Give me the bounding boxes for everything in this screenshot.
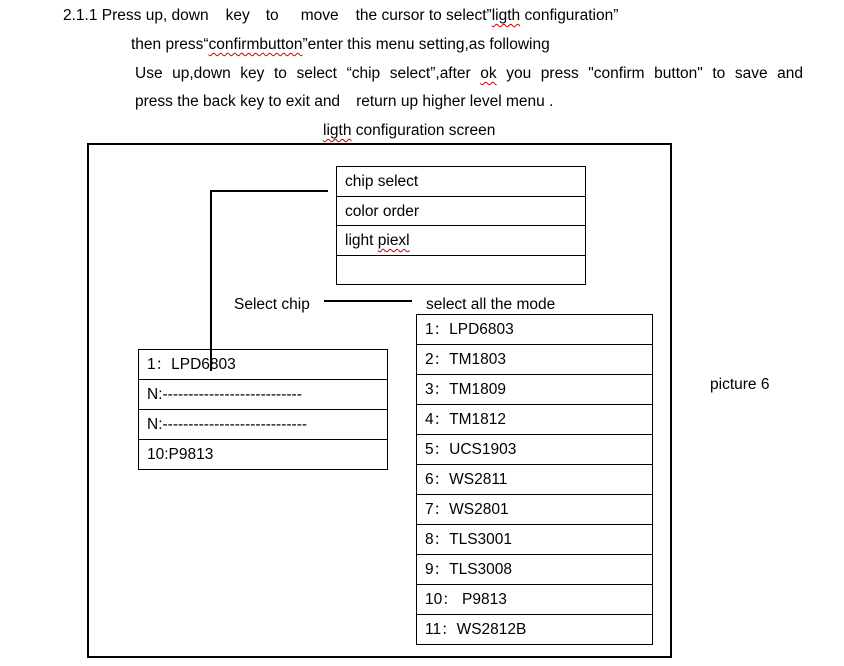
- list-item-label: N:----------------------------: [147, 416, 308, 433]
- connector-vertical: [210, 190, 212, 371]
- list-item[interactable]: [417, 375, 652, 405]
- list-item-label: 10： P9813: [425, 591, 507, 608]
- connector-horizontal-top: [211, 190, 328, 192]
- menu-item-light-piexl[interactable]: [337, 226, 585, 256]
- list-item[interactable]: [417, 405, 652, 435]
- list-item-label: 2：TM1803: [425, 351, 506, 368]
- list-item[interactable]: [417, 585, 652, 615]
- menu-item-color-order[interactable]: [337, 197, 585, 227]
- configuration-menu: [336, 166, 586, 285]
- list-item[interactable]: [139, 350, 387, 380]
- instruction-line-3-end: you press "confirm button" to save and: [496, 65, 803, 82]
- list-item[interactable]: [417, 615, 652, 645]
- menu-item-label: light: [345, 232, 378, 249]
- list-item[interactable]: [417, 555, 652, 585]
- list-item[interactable]: [417, 315, 652, 345]
- list-item[interactable]: [417, 525, 652, 555]
- list-item[interactable]: [139, 410, 387, 440]
- confirmbutton-word: confirmbutton: [208, 36, 303, 53]
- list-item[interactable]: [417, 345, 652, 375]
- list-item[interactable]: [417, 495, 652, 525]
- instruction-line-1: [63, 7, 618, 25]
- menu-item-label: color order: [345, 202, 420, 220]
- screen-title-rest: configuration screen: [351, 122, 496, 139]
- select-chip-label: Select chip: [234, 296, 310, 313]
- menu-item-label: chip select: [345, 173, 419, 190]
- instruction-line-2: [131, 36, 550, 54]
- list-item-label: 8：TLS3001: [425, 531, 513, 548]
- instruction-line-1-end: configuration”: [520, 7, 619, 24]
- key-word: key: [225, 7, 250, 24]
- list-item-label: 5：UCS1903: [425, 441, 517, 458]
- instruction-line-2-start: then press“: [131, 36, 209, 53]
- connector-select-chip: [324, 300, 412, 302]
- screen-title: [323, 122, 495, 140]
- menu-item-empty: [337, 256, 585, 286]
- instruction-line-2-end: ”enter this menu setting,as following: [302, 36, 550, 53]
- picture-label: picture 6: [710, 376, 770, 393]
- instruction-line-1-start: 2.1.1 Press up, down: [63, 7, 209, 24]
- move-word: move: [300, 7, 339, 24]
- screen-title-ligth: ligth: [323, 122, 352, 139]
- list-item-label: 9：TLS3008: [425, 561, 513, 578]
- instruction-line-4-end: return up higher level menu .: [356, 93, 554, 110]
- list-item[interactable]: [139, 440, 387, 470]
- to-word: to: [265, 7, 279, 24]
- instruction-line-4: [135, 93, 553, 111]
- list-item[interactable]: [139, 380, 387, 410]
- list-item-label: 7：WS2801: [425, 501, 509, 518]
- piexl-word: piexl: [377, 232, 410, 249]
- instruction-line-1-rest: the cursor to select”: [355, 7, 492, 24]
- instruction-line-3: [135, 65, 803, 83]
- list-item-label: 1：LPD6803: [147, 356, 236, 373]
- select-all-mode-label: select all the mode: [426, 296, 556, 313]
- list-item-label: 3：TM1809: [425, 381, 506, 398]
- all-modes-list: [416, 314, 653, 645]
- ligth-word: ligth: [491, 7, 521, 24]
- list-item-label: 6：WS2811: [425, 471, 508, 488]
- instruction-line-3-start: Use up,down key to select “chip select”,after: [135, 65, 481, 82]
- ok-word: ok: [480, 65, 497, 82]
- list-item-label: 10:P9813: [147, 446, 214, 463]
- list-item[interactable]: [417, 465, 652, 495]
- instruction-line-4-start: press the back key to exit and: [135, 93, 341, 110]
- list-item-label: 4：TM1812: [425, 411, 506, 428]
- list-item-label: N:---------------------------: [147, 386, 302, 403]
- menu-item-chip-select[interactable]: [337, 167, 585, 197]
- list-item[interactable]: [417, 435, 652, 465]
- list-item-label: 1：LPD6803: [425, 321, 514, 338]
- list-item-label: 11：WS2812B: [425, 621, 527, 638]
- current-chip-list: [138, 349, 388, 470]
